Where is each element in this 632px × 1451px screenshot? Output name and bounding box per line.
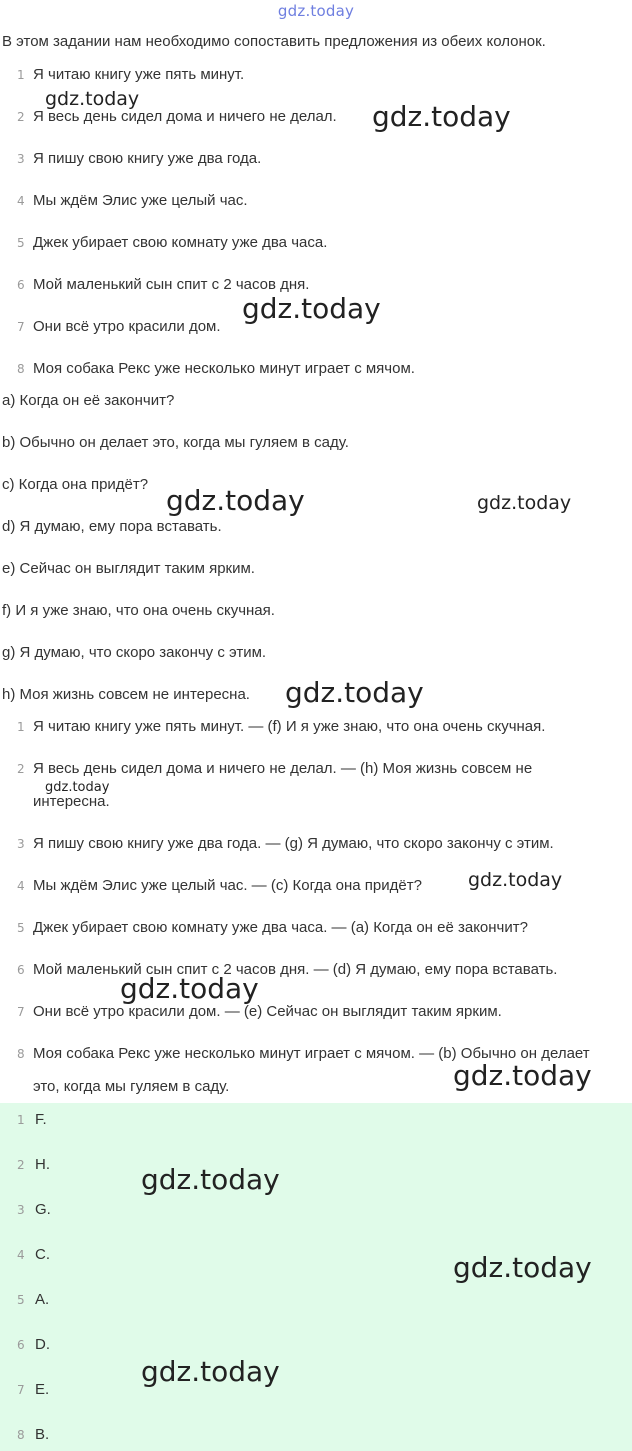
option-item: [2, 434, 349, 451]
option-letter: f): [2, 602, 12, 619]
sentence-number: 1: [17, 68, 25, 82]
match-text: Я читаю книгу уже пять минут. — (f) И я уже знаю, что она очень скучная.: [33, 718, 546, 735]
task-intro: В этом задании нам необходимо сопоставить предложения из обеих колонок.: [2, 33, 546, 50]
answer-letter: C.: [35, 1246, 50, 1263]
match-text: Моя собака Рекс уже несколько минут играет с мячом. — (b) Обычно он делает это, когда мы гуляем в саду.: [33, 1045, 590, 1095]
option-letter: a): [2, 392, 16, 409]
answer-letter: A.: [35, 1291, 50, 1308]
match-number: 1: [17, 720, 25, 734]
option-text: И я уже знаю, что она очень скучная.: [15, 602, 275, 619]
answer-letter: H.: [35, 1156, 50, 1173]
match-number: 7: [17, 1005, 25, 1019]
option-text: Моя жизнь совсем не интересна.: [19, 686, 250, 703]
option-letter: c): [2, 476, 15, 493]
option-text: Я думаю, ему пора вставать.: [19, 518, 222, 535]
answer-number: 5: [17, 1293, 25, 1307]
sentence-text: Джек убирает свою комнату уже два часа.: [33, 234, 328, 251]
option-letter: e): [2, 560, 16, 577]
sentence-number: 7: [17, 320, 25, 334]
answer-letter: G.: [35, 1201, 51, 1218]
option-item: [2, 518, 222, 535]
watermark: gdz.today: [285, 676, 424, 709]
watermark: gdz.today: [242, 292, 381, 325]
watermark: gdz.today: [120, 972, 259, 1005]
match-text: Мой маленький сын спит с 2 часов дня. — (d) Я думаю, ему пора вставать.: [33, 961, 558, 978]
answer-number: 4: [17, 1248, 25, 1262]
option-text: Обычно он делает это, когда мы гуляем в саду.: [19, 434, 349, 451]
watermark: gdz.today: [477, 492, 572, 514]
option-item: [2, 644, 266, 661]
answer-letter: D.: [35, 1336, 50, 1353]
sentence-number: 6: [17, 278, 25, 292]
option-item: [2, 560, 255, 577]
option-letter: h): [2, 686, 16, 703]
sentence-number: 3: [17, 152, 25, 166]
option-item: [2, 392, 174, 409]
sentence-text: Я читаю книгу уже пять минут.: [33, 66, 245, 83]
sentence-text: Мой маленький сын спит с 2 часов дня.: [33, 276, 310, 293]
answer-letter: B.: [35, 1426, 50, 1443]
watermark: gdz.today: [453, 1251, 592, 1284]
site-logo[interactable]: gdz.today: [277, 2, 355, 20]
watermark: gdz.today: [372, 100, 511, 133]
match-number: 6: [17, 963, 25, 977]
answer-number: 3: [17, 1203, 25, 1217]
answer-number: 2: [17, 1158, 25, 1172]
match-number: 3: [17, 837, 25, 851]
option-text: Я думаю, что скоро закончу с этим.: [19, 644, 267, 661]
answer-letter: F.: [35, 1111, 47, 1128]
option-text: Сейчас он выглядит таким ярким.: [19, 560, 255, 577]
match-number: 8: [17, 1047, 25, 1061]
watermark: gdz.today: [141, 1163, 280, 1196]
answer-letter: E.: [35, 1381, 50, 1398]
match-number: 2: [17, 762, 25, 776]
watermark: gdz.today: [468, 869, 563, 891]
match-text: Мы ждём Элис уже целый час. — (c) Когда она придёт?: [33, 877, 422, 894]
sentence-number: 2: [17, 110, 25, 124]
match-text: Джек убирает свою комнату уже два часа. — (a) Когда он её закончит?: [33, 919, 528, 936]
sentence-text: Моя собака Рекс уже несколько минут играет с мячом.: [33, 360, 415, 377]
watermark: gdz.today: [45, 780, 110, 795]
match-text: Я весь день сидел дома и ничего не делал. — (h) Моя жизнь совсем не интересна.: [33, 760, 533, 810]
option-item: [2, 602, 275, 619]
option-item: [2, 476, 148, 493]
watermark: gdz.today: [141, 1355, 280, 1388]
answer-number: 1: [17, 1113, 25, 1127]
watermark: gdz.today: [166, 484, 305, 517]
answer-number: 7: [17, 1383, 25, 1397]
sentence-text: Я пишу свою книгу уже два года.: [33, 150, 262, 167]
match-number: 4: [17, 879, 25, 893]
sentence-text: Они всё утро красили дом.: [33, 318, 221, 335]
watermark: gdz.today: [45, 88, 140, 110]
watermark: gdz.today: [453, 1059, 592, 1092]
option-letter: d): [2, 518, 16, 535]
sentence-number: 4: [17, 194, 25, 208]
option-letter: g): [2, 644, 16, 661]
option-item: [2, 686, 250, 703]
sentence-number: 5: [17, 236, 25, 250]
sentence-text: Я весь день сидел дома и ничего не делал.: [33, 108, 337, 125]
option-text: Когда она придёт?: [18, 476, 149, 493]
answer-number: 8: [17, 1428, 25, 1442]
sentence-text: Мы ждём Элис уже целый час.: [33, 192, 248, 209]
sentence-number: 8: [17, 362, 25, 376]
option-letter: b): [2, 434, 16, 451]
match-text: Я пишу свою книгу уже два года. — (g) Я думаю, что скоро закончу с этим.: [33, 835, 554, 852]
answer-number: 6: [17, 1338, 25, 1352]
match-text: Они всё утро красили дом. — (e) Сейчас он выглядит таким ярким.: [33, 1003, 502, 1020]
option-text: Когда он её закончит?: [19, 392, 175, 409]
match-number: 5: [17, 921, 25, 935]
